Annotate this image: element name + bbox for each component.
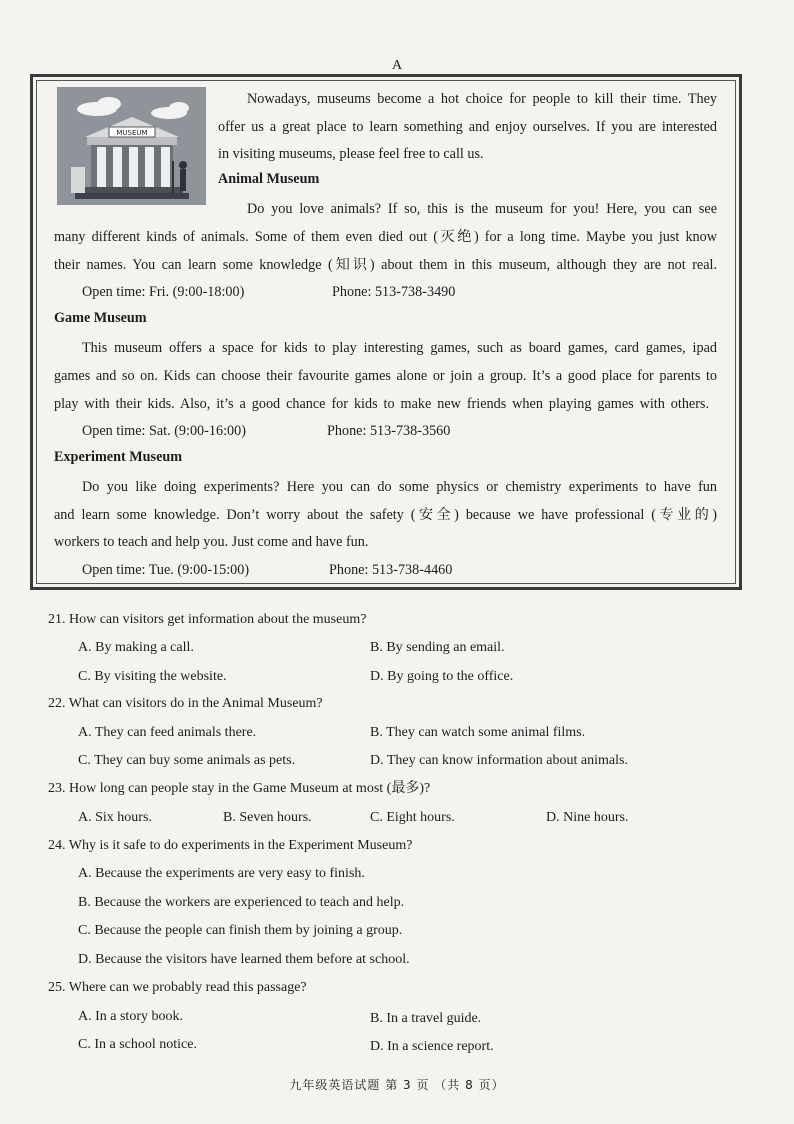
section-letter: A	[391, 58, 403, 73]
experiment-line-2: and learn some knowledge. Don’t worry about the safety (安全) because we have professional (专业的)	[54, 507, 717, 523]
question-22-option-a: A. They can feed animals there.	[78, 725, 257, 740]
intro-line-1: Nowadays, museums become a hot choice for people to kill their time. They	[247, 91, 717, 107]
question-22-stem: 22. What can visitors do in the Animal Museum?	[48, 696, 323, 711]
question-21-option-a: A. By making a call.	[78, 640, 194, 655]
museum-illustration	[57, 87, 206, 205]
page-footer: 九年级英语试题 第 3 页 （共 8 页）	[289, 1078, 505, 1092]
question-24-stem: 24. Why is it safe to do experiments in the Experiment Museum?	[48, 838, 413, 853]
animal-line-1: Do you love animals? If so, this is the museum for you! Here, you can see	[247, 201, 717, 217]
animal-open-time: Open time: Fri. (9:00-18:00)	[82, 284, 245, 300]
question-25-option-b: B. In a travel guide.	[370, 1011, 482, 1026]
intro-line-3: in visiting museums, please feel free to call us.	[218, 146, 484, 162]
experiment-open-time: Open time: Tue. (9:00-15:00)	[82, 562, 250, 578]
experiment-line-3: workers to teach and help you. Just come and have fun.	[54, 534, 369, 550]
animal-line-2: many different kinds of animals. Some of them even died out (灭绝) for a long time. Maybe you just know	[54, 229, 717, 245]
question-21-stem: 21. How can visitors get information about the museum?	[48, 612, 367, 627]
question-24-option-d: D. Because the visitors have learned them before at school.	[78, 952, 410, 967]
museum-building-icon	[57, 87, 206, 205]
question-24-option-b: B. Because the workers are experienced to teach and help.	[78, 895, 405, 910]
game-open-time: Open time: Sat. (9:00-16:00)	[82, 423, 246, 439]
question-22-option-c: C. They can buy some animals as pets.	[78, 753, 296, 768]
game-line-2: games and so on. Kids can choose their favourite games alone or join a group. It’s a good place for parents to	[54, 368, 717, 384]
game-museum-title: Game Museum	[54, 310, 147, 326]
question-23-stem: 23. How long can people stay in the Game Museum at most (最多)?	[48, 781, 431, 796]
question-23-option-b: B. Seven hours.	[223, 810, 312, 825]
question-25-option-c: C. In a school notice.	[78, 1037, 197, 1052]
game-phone: Phone: 513-738-3560	[327, 423, 451, 439]
question-24-option-a: A. Because the experiments are very easy to finish.	[78, 866, 365, 881]
question-23-option-a: A. Six hours.	[78, 810, 152, 825]
question-22-option-b: B. They can watch some animal films.	[370, 725, 586, 740]
animal-line-3: their names. You can learn some knowledge (知识) about them in this museum, although they are not real.	[54, 257, 717, 273]
experiment-line-1: Do you like doing experiments? Here you can do some physics or chemistry experiments to have fun	[82, 479, 717, 495]
question-23-option-c: C. Eight hours.	[370, 810, 455, 825]
intro-line-2: offer us a great place to learn something and enjoy ourselves. If you are interested	[218, 119, 717, 135]
question-22-option-d: D. They can know information about animals.	[370, 753, 628, 768]
question-25-stem: 25. Where can we probably read this passage?	[48, 980, 307, 995]
question-25-option-a: A. In a story book.	[78, 1009, 183, 1024]
question-21-option-d: D. By going to the office.	[370, 669, 514, 684]
question-23-option-d: D. Nine hours.	[546, 810, 629, 825]
experiment-museum-title: Experiment Museum	[54, 449, 183, 465]
question-21-option-c: C. By visiting the website.	[78, 669, 227, 684]
question-24-option-c: C. Because the people can finish them by joining a group.	[78, 923, 403, 938]
svg-text:MUSEUM: MUSEUM	[116, 129, 148, 137]
question-21-option-b: B. By sending an email.	[370, 640, 505, 655]
animal-phone: Phone: 513-738-3490	[332, 284, 456, 300]
game-line-3: play with their kids. Also, it’s a good chance for kids to make new friends when playing games with others.	[54, 396, 709, 412]
game-line-1: This museum offers a space for kids to play interesting games, such as board games, card games, ipad	[82, 340, 717, 356]
experiment-phone: Phone: 513-738-4460	[329, 562, 453, 578]
question-25-option-d: D. In a science report.	[370, 1039, 494, 1054]
animal-museum-title: Animal Museum	[218, 171, 320, 187]
